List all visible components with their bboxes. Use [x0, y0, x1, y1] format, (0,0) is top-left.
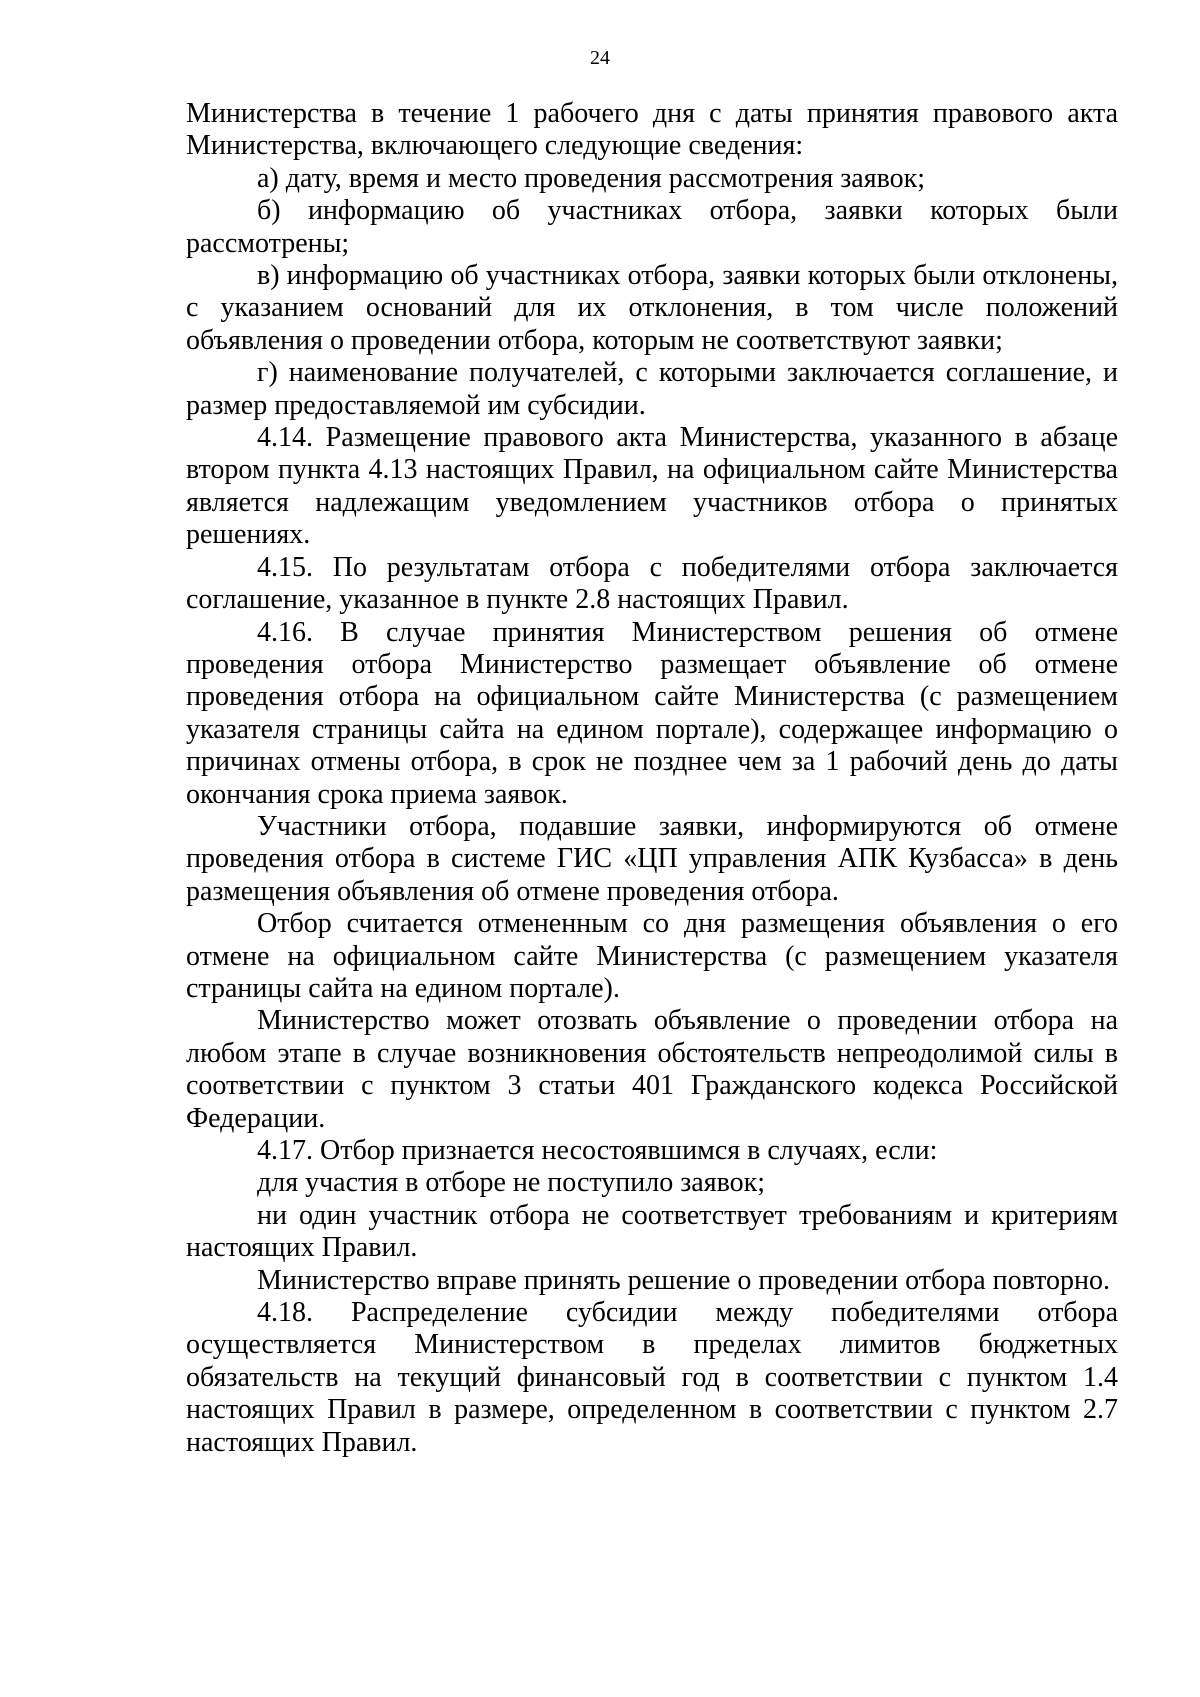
paragraph-4-14: 4.14. Размещение правового акта Министерства, указанного в абзаце втором пункта 4.13 настоящих Правил, на официальном сайте Министерства является надлежащим уведомлением участников отбора о принятых решениях.: [186, 422, 1118, 551]
paragraph-4-17: 4.17. Отбор признается несостоявшимся в случаях, если:: [257, 1135, 938, 1166]
paragraph-item-v: в) информацию об участниках отбора, заявки которых были отклонены, с указанием оснований для их отклонения, в том числе положений объявления о проведении отбора, которым не соответствуют заявки;: [186, 260, 1118, 356]
paragraph-item-a: а) дату, время и место проведения рассмотрения заявок;: [257, 162, 926, 194]
page-number: 24: [590, 47, 610, 69]
paragraph-repeat-selection: Министерство вправе принять решение о проведении отбора повторно.: [257, 1264, 1111, 1296]
paragraph-item-g: г) наименование получателей, с которыми заключается соглашение, и размер предоставляемой им субсидии.: [186, 357, 1118, 421]
paragraph-selection-cancelled: Отбор считается отмененным со дня размещения объявления о его отмене на официальном сайте Министерства (с размещением указателя страницы сайта на едином портале).: [186, 908, 1118, 1004]
paragraph-no-participant-meets: ни один участник отбора не соответствует требованиям и критериям настоящих Правил.: [186, 1199, 1118, 1264]
paragraph-4-16: 4.16. В случае принятия Министерством решения об отмене проведения отбора Министерство размещает объявление об отмене проведения отбора на официальном сайте Министерства (с размещением указателя страницы сайта на едином портале), содержащее информацию о причинах отмены отбора, в срок не позднее чем за 1 рабочий день до даты окончания срока приема заявок.: [186, 616, 1118, 810]
paragraph-no-applications: для участия в отборе не поступило заявок;: [257, 1167, 766, 1199]
paragraph-item-b: б) информацию об участниках отбора, заявки которых были рассмотрены;: [186, 195, 1118, 259]
paragraph-4-15: 4.15. По результатам отбора с победителями отбора заключается соглашение, указанное в пункте 2.8 настоящих Правил.: [186, 551, 1118, 616]
document-body: [186, 98, 1118, 1459]
paragraph-4-18: 4.18. Распределение субсидии между победителями отбора осуществляется Министерством в пределах лимитов бюджетных обязательств на текущий финансовый год в соответствии с пунктом 1.4 настоящих Правил в размере, определенном в соответствии с пунктом 2.7 настоящих Правил.: [186, 1297, 1118, 1458]
paragraph-participants-informed: Участники отбора, подавшие заявки, информируются об отмене проведения отбора в системе ГИС «ЦП управления АПК Кузбасса» в день размещения объявления об отмене проведения отбора.: [186, 810, 1118, 907]
paragraph-ministry-may-withdraw: Министерство может отозвать объявление о проведении отбора на любом этапе в случае возникновения обстоятельств непреодолимой силы в соответствии с пунктом 3 статьи 401 Гражданского кодекса Российской Федерации.: [186, 1005, 1118, 1134]
paragraph-ministry-act-intro: Министерства в течение 1 рабочего дня с даты принятия правового акта Министерства, включающего следующие сведения:: [186, 98, 1118, 162]
